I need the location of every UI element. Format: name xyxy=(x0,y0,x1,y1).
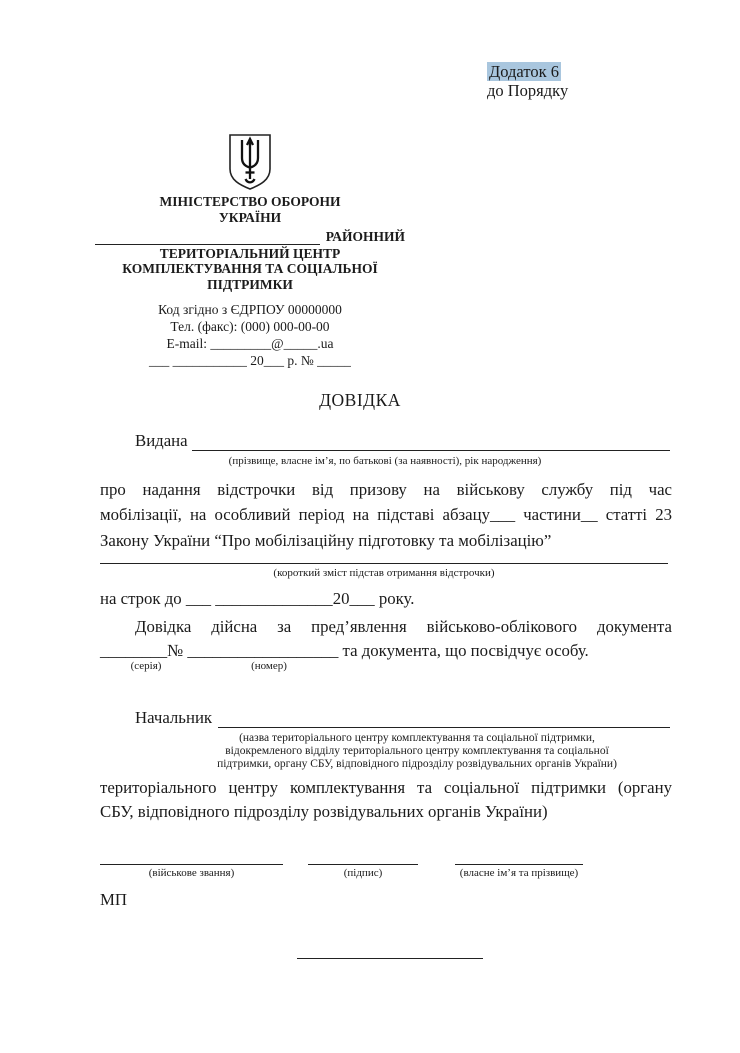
org-header xyxy=(95,133,405,369)
issued-name-blank-line xyxy=(192,434,670,451)
edrpou-code-line: Код згідно з ЄДРПОУ 00000000 xyxy=(158,302,342,317)
issued-caption: (прізвище, власне ім’я, по батькові (за наявності), рік народження) xyxy=(228,455,542,467)
grounds-line3: Закону України “Про мобілізаційну підготовку та мобілізацію” xyxy=(100,530,552,550)
chief-org-blank-line xyxy=(218,711,670,728)
full-name-field xyxy=(455,850,583,879)
validity-line1: Довідка дійсна за пред’явлення військово-облікового документа xyxy=(135,617,672,636)
term-line: на строк до ___ ______________20___ року. xyxy=(100,589,415,608)
district-name-blank-line xyxy=(95,231,320,245)
bottom-blank-line xyxy=(297,944,483,959)
chief-org-caption-line1: (назва територіального центру комплектування та соціальної підтримки, xyxy=(239,732,595,744)
annex-number-highlighted: Додаток 6 xyxy=(489,62,559,81)
date-and-number-line: ___ ___________ 20___ р. № _____ xyxy=(149,353,351,368)
chief-org-continuation xyxy=(100,776,672,824)
annex-order-ref: до Порядку xyxy=(487,81,569,100)
spacer xyxy=(95,292,405,301)
tcc-name-line1: ТЕРИТОРІАЛЬНИЙ ЦЕНТР xyxy=(159,245,341,261)
district-name-row xyxy=(95,229,405,245)
chief-org-caption-line2: відокремленого відділу територіального центру комплектування та соціальної xyxy=(225,745,609,758)
military-rank-blank-line xyxy=(100,850,283,865)
full-name-blank-line xyxy=(455,850,583,865)
document-title: ДОВІДКА xyxy=(319,390,401,410)
grounds-paragraph xyxy=(100,477,672,553)
grounds-line1: про надання відстрочки від призову на військову службу під час xyxy=(100,480,672,499)
issued-label: Видана xyxy=(135,431,188,450)
series-caption: (серія) xyxy=(130,660,162,672)
ministry-name-line1: МІНІСТЕРСТВО ОБОРОНИ xyxy=(159,194,341,209)
military-rank-caption: (військове звання) xyxy=(148,867,235,879)
phone-fax-line: Тел. (факс): (000) 000-00-00 xyxy=(170,319,330,334)
chief-org-line1: територіального центру комплектування та соціальної підтримки (органу xyxy=(100,778,672,797)
signature-field xyxy=(308,850,418,879)
stamp-place-mark: МП xyxy=(100,890,128,909)
ukraine-trident-emblem-icon xyxy=(227,133,273,191)
tcc-name-line3: ПІДТРИМКИ xyxy=(207,276,293,292)
reason-blank-line xyxy=(100,548,668,564)
grounds-line2: мобілізації, на особливий період на підставі абзацу___ частини__ статті 23 xyxy=(100,505,672,525)
signature-caption: (підпис) xyxy=(343,867,383,879)
chief-org-caption xyxy=(158,732,676,772)
chief-signature-row xyxy=(100,708,670,728)
signature-blank-line xyxy=(308,850,418,865)
validity-paragraph xyxy=(100,615,672,663)
military-rank-field xyxy=(100,850,283,879)
chief-org-caption-line3: підтримки, органу СБУ, відповідного підрозділу розвідувальних органів України) xyxy=(217,758,617,771)
chief-label: Начальник xyxy=(135,708,213,727)
validity-line2: ________№ __________________ та документа, що посвідчує особу. xyxy=(100,641,589,660)
issued-to-row xyxy=(100,431,670,451)
ministry-name-line2: УКРАЇНИ xyxy=(218,209,282,225)
email-line: E-mail: _________@_____.ua xyxy=(166,336,334,351)
chief-org-line2: СБУ, відповідного підрозділу розвідувальних органів України) xyxy=(100,802,548,821)
annex-reference xyxy=(487,62,568,100)
district-label: РАЙОННИЙ xyxy=(325,229,405,244)
number-caption: (номер) xyxy=(251,660,287,672)
reason-caption: (короткий зміст підстав отримання відстрочки) xyxy=(273,567,495,579)
tcc-name-line2: КОМПЛЕКТУВАННЯ ТА СОЦІАЛЬНОЇ xyxy=(122,261,378,276)
full-name-caption: (власне ім’я та прізвище) xyxy=(459,867,579,879)
